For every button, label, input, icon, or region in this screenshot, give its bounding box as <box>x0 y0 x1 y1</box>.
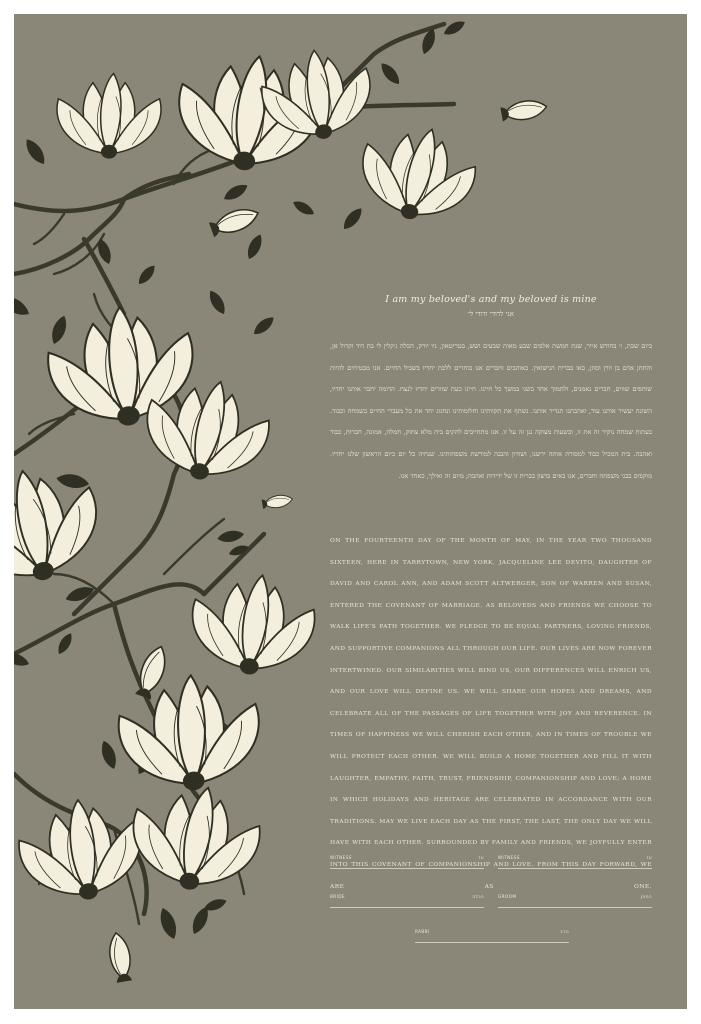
couple-signature-row <box>330 893 652 907</box>
header-english: I am my beloved's and my beloved is mine <box>385 294 597 305</box>
witness-signature-row <box>330 854 652 868</box>
witness-2-label: WITNESS <box>498 855 520 860</box>
groom-line[interactable] <box>498 893 652 908</box>
witness-1-line[interactable] <box>330 854 484 869</box>
bride-line[interactable] <box>330 893 484 908</box>
witness-2-line[interactable] <box>498 854 652 869</box>
rabbi-hebrew: הרב <box>560 929 569 934</box>
witness-1-hebrew: עד <box>478 855 484 860</box>
ketubah-paper <box>14 14 687 1009</box>
bride-label: BRIDE <box>330 894 345 899</box>
rabbi-line[interactable] <box>415 928 569 943</box>
groom-label: GROOM <box>498 894 517 899</box>
english-text: ON THE FOURTEENTH DAY OF THE MONTH OF MAY, IN THE YEAR TWO THOUSAND SIXTEEN, HERE IN TARRYTOWN, NEW YORK, JACQUELINE LEE DEVITO, DAUGHTER OF DAVID AND CAROL ANN, AND ADAM SCOTT ALTWERGER, SON OF WARREN AND SUSAN, ENTERED THE COVENANT OF MARRIAGE. AS BELOVEDS AND FRIENDS WE CHOOSE TO WALK LIFE'S PATH TOGETHER. WE PLEDGE TO BE EQUAL PARTNERS, LOVING FRIENDS, AND SUPPORTIVE COMPANIONS ALL THROUGH OUR LIFE. OUR LIVES ARE NOW FOREVER INTERTWINED. OUR SIMILARITIES WILL BIND US, OUR DIFFERENCES WILL ENRICH US, AND OUR LOVE WILL DEFINE US. WE WILL SHARE OUR HOPES AND DREAMS, AND CELEBRATE ALL OF THE PASSAGES OF LIFE TOGETHER WITH JOY AND REVERENCE. IN TIMES OF HAPPINESS WE WILL CHERISH EACH OTHER, AND IN TIMES OF TROUBLE WE WILL PROTECT EACH OTHER. WE WILL BUILD A HOME TOGETHER AND FILL IT WITH LAUGHTER, EMPATHY, FAITH, TRUST, FRIENDSHIP, COMPANIONSHIP AND LOVE; A HOME IN WHICH HOLIDAYS AND HERITAGE ARE CELEBRATED IN ACCORDANCE WITH OUR TRADITIONS. MAY WE LIVE EACH DAY AS THE FIRST, THE LAST, THE ONLY DAY WE WILL HAVE WITH EACH OTHER. SURROUNDED BY FAMILY AND FRIENDS, WE JOYFULLY ENTER INTO THIS COVENANT OF COMPANIONSHIP AND LOVE. FROM THIS DAY FORWARD, WE ARE AS ONE. <box>330 538 652 890</box>
hebrew-text: ביום שבת, ו׳ בחודש אייר, שנת חמשת אלפים שבע מאות שבעים ושש, בטריטאון, ניו יורק, הכלה ג׳קלין לי בת דוד וקרול אן, והחתן אדם בן וורן וסוזן, באו בברית הנישואין. כאוהבים וחברים אנו בוחרים ללכת יחדיו בשביל החיים. אנו מבטיחים להיות שותפים שווים, חברים נאמנים, ולתמוך אחד בשני במשך כל חיינו. חיינו כעת שזורים יחדיו לנצח. הדומה יחבר אותנו יחדיו, השונה יעשיר אותנו עוד, ואהבתנו תגדיר אותנו. נשתף את תקוותינו וחלומותינו ונחגוג יחד את כל מעברי החיים בשמחה וכבוד. בעתות שמחה נוקיר זה את זו, ובשעות מצוקה נגן זה על זו. אנו מתחייבים להקים בית מלא צחוק, חמלה, אמונה, חברות, כבוד ואהבה. בית המכיל כבוד למסורת אותה ירשנו, ושוויון והבנה למורשת משפחותינו. שנחיה כל יום כיום הראשון שלנו יחדיו. מוקפים בבני משפחה וחברים, אנו באים ברצון בברית זו של ידידות ואהבה; מיום זה ואילך, כאחד אנו. <box>330 342 652 480</box>
witness-2-hebrew: עד <box>646 855 652 860</box>
groom-hebrew: החתן <box>641 894 652 899</box>
witness-1-label: WITNESS <box>330 855 352 860</box>
rabbi-label: RABBI <box>415 929 430 934</box>
header-hebrew: אני לדודי ודודי לי <box>468 310 514 318</box>
bride-hebrew: הכלה <box>472 894 484 899</box>
rabbi-signature-row <box>330 928 652 942</box>
